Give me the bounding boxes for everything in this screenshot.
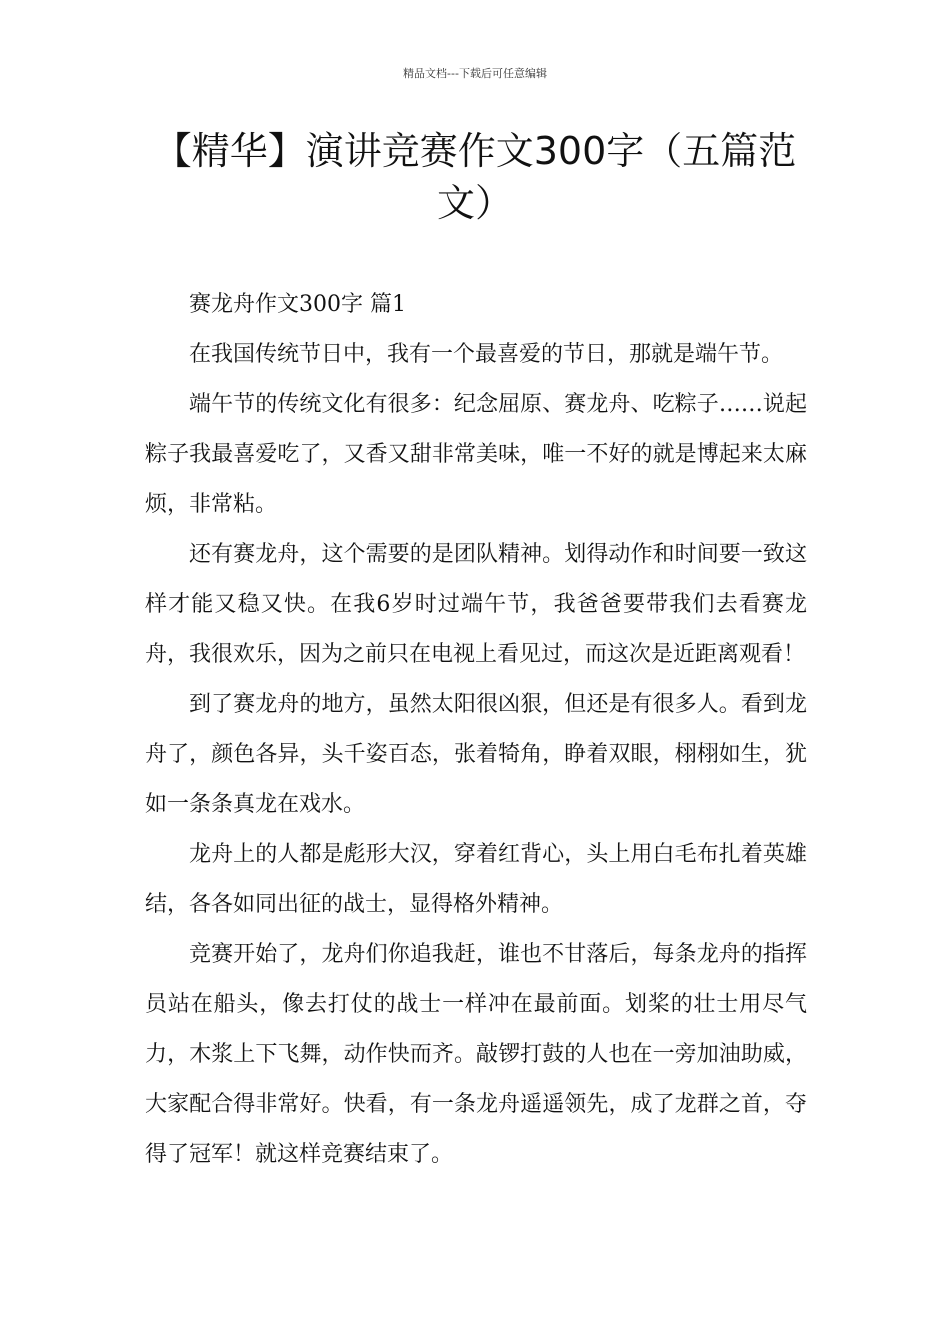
paragraph: 端午节的传统文化有很多：纪念屈原、赛龙舟、吃粽子……说起粽子我最喜爱吃了，又香又甜非常美味，唯一不好的就是博起来太麻烦，非常粘。 [145, 392, 807, 517]
paragraph: 在我国传统节日中，我有一个最喜爱的节日，那就是端午节。 [189, 342, 784, 367]
paragraph: 还有赛龙舟，这个需要的是团队精神。划得动作和时间要一致这样才能又稳又快。在我6岁时过端午节，我爸爸要带我们去看赛龙舟，我很欢乐，因为之前只在电视上看见过，而这次是近距离观看！ [145, 542, 807, 667]
paragraph: 竞赛开始了，龙舟们你追我赶，谁也不甘落后，每条龙舟的指挥员站在船头，像去打仗的战士一样冲在最前面。划桨的壮士用尽气力，木浆上下飞舞，动作快而齐。敲锣打鼓的人也在一旁加油助威，大家配合得非常好。快看，有一条龙舟遥遥领先，成了龙群之首，夺得了冠军！就这样竞赛结束了。 [145, 942, 807, 1167]
paragraph: 龙舟上的人都是彪形大汉，穿着红背心，头上用白毛布扎着英雄结，各各如同出征的战士，显得格外精神。 [145, 842, 807, 917]
paragraph: 到了赛龙舟的地方，虽然太阳很凶狠，但还是有很多人。看到龙舟了，颜色各异，头千姿百态，张着犄角，睁着双眼，栩栩如生，犹如一条条真龙在戏水。 [145, 692, 807, 817]
page-header-note: 精品文档---下载后可任意编辑 [403, 67, 547, 80]
document-body [145, 280, 807, 1180]
document-title: 【精华】演讲竞赛作文300字（五篇范文） [153, 129, 797, 225]
section-heading: 赛龙舟作文300字 篇1 [189, 292, 406, 317]
